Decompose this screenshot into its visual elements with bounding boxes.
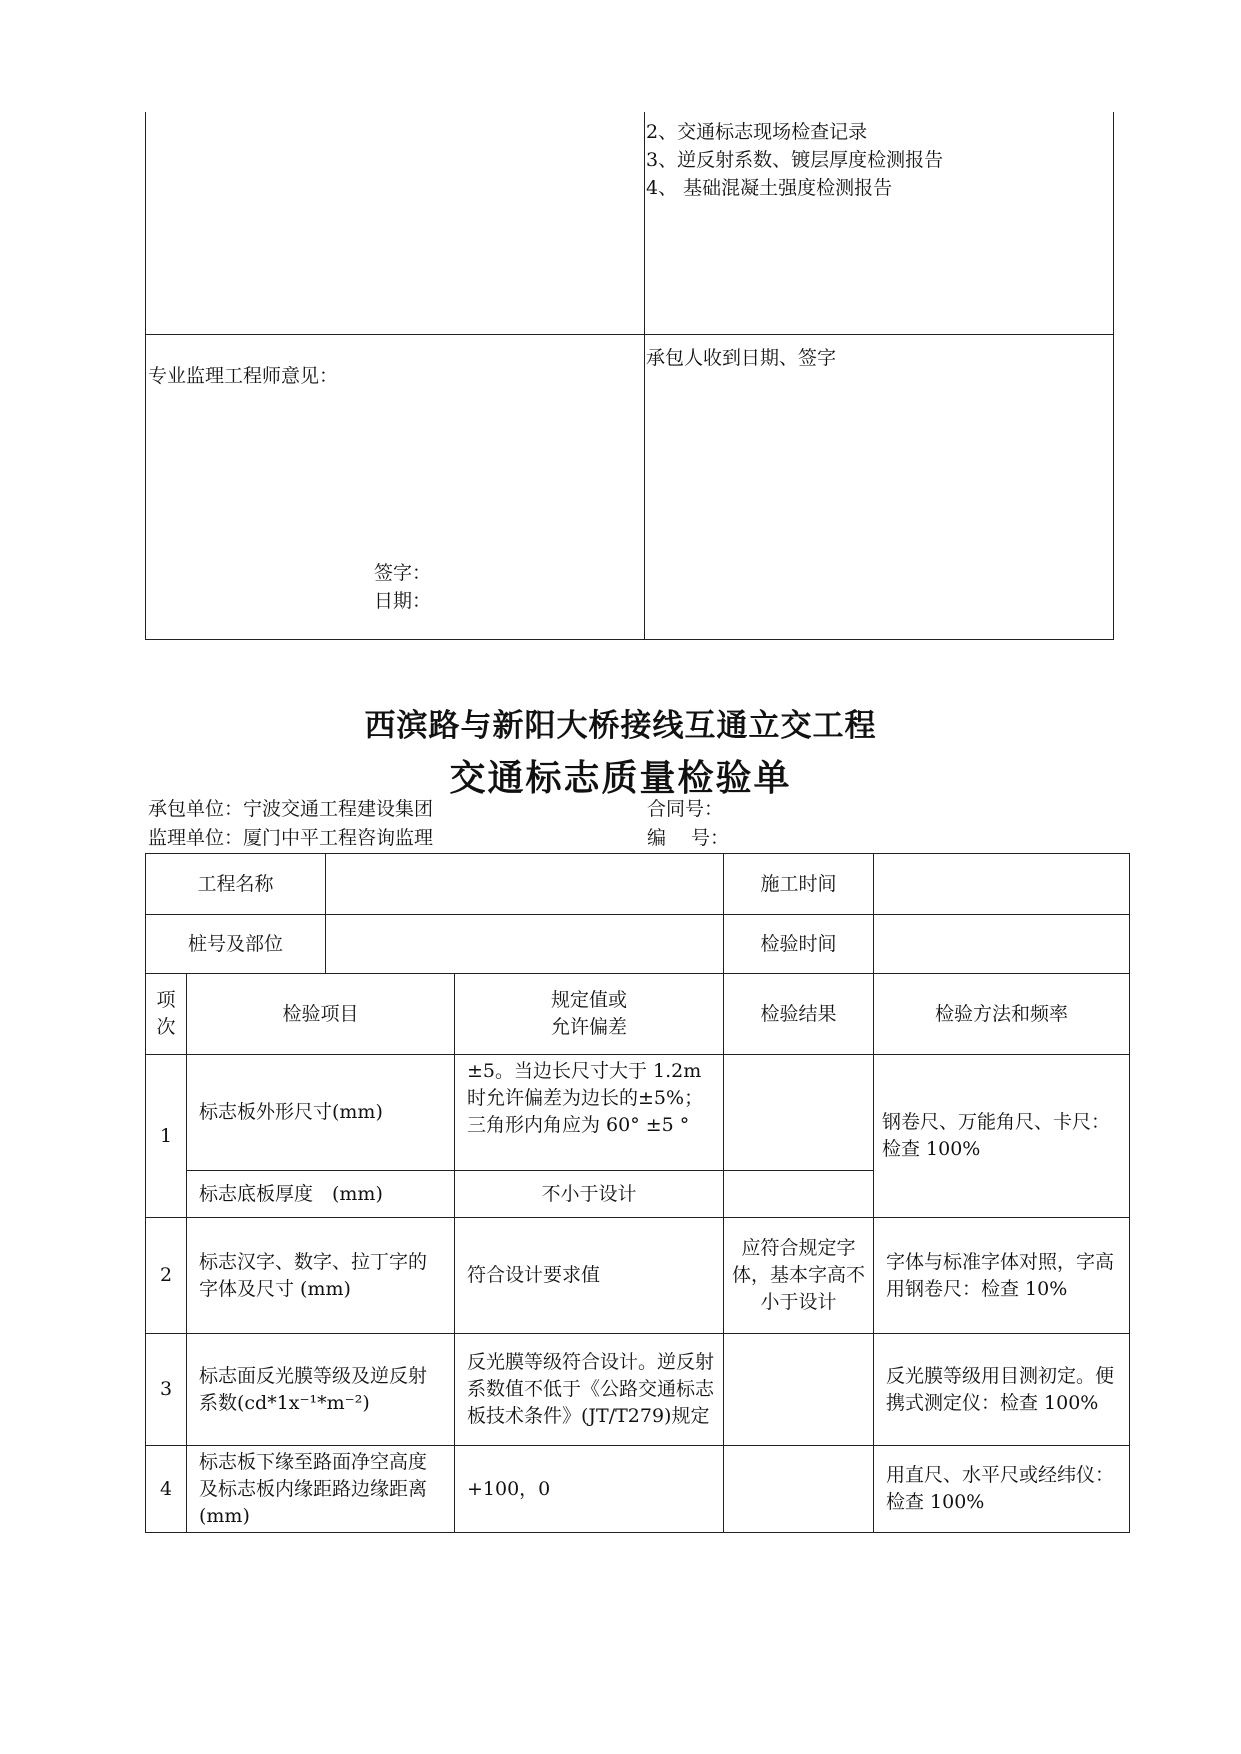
serial-no: 编 号：: [647, 827, 730, 849]
row-no: 2: [159, 1264, 173, 1286]
construction-time-label: 施工时间: [760, 872, 837, 895]
attachment-list: [646, 118, 943, 202]
date-label: 日期：: [374, 590, 432, 612]
row-spec: +100，0: [467, 1477, 551, 1500]
row-spec: 不小于设计: [541, 1182, 637, 1205]
row-method: 字体与标准字体对照，字高用钢卷尺：检查 10%: [886, 1250, 1115, 1300]
contractor-receipt-label: 承包人收到日期、签字: [646, 347, 837, 369]
row-no: 4: [159, 1477, 173, 1500]
station-label: 桩号及部位: [187, 932, 283, 955]
row-item: 标志板外形尺寸(mm): [199, 1101, 383, 1123]
row-method: 用直尺、水平尺或经纬仪：检查 100%: [886, 1464, 1115, 1513]
row-no: 1: [159, 1124, 173, 1147]
row-no: 3: [159, 1378, 173, 1400]
row-method: 反光膜等级用目测初定。便携式测定仪：检查 100%: [886, 1364, 1115, 1414]
row-item: 标志面反光膜等级及逆反射系数(cd*1x⁻¹*m⁻²): [199, 1364, 428, 1414]
col-header-result: 检验结果: [760, 1002, 837, 1025]
sign-label: 签字：: [374, 562, 432, 584]
attachment-item: 4、 基础混凝土强度检测报告: [646, 177, 893, 199]
inspection-time-label: 检验时间: [760, 932, 837, 955]
attachment-item: 2、交通标志现场检查记录: [646, 121, 868, 143]
contractor-unit: 承包单位：宁波交通工程建设集团: [148, 798, 434, 820]
contract-no: 合同号：: [647, 798, 724, 820]
row-method: 钢卷尺、万能角尺、卡尺：检查 100%: [882, 1111, 1111, 1160]
engineer-opinion-label: 专业监理工程师意见：: [148, 365, 339, 387]
document-title: 西滨路与新阳大桥接线互通立交工程: [364, 708, 877, 744]
row-item: 标志底板厚度 (mm): [199, 1182, 383, 1205]
row-result: 应符合规定字体，基本字高不小于设计: [732, 1237, 866, 1313]
col-header-method: 检验方法和频率: [934, 1002, 1068, 1025]
document-subtitle: 交通标志质量检验单: [449, 757, 792, 799]
col-header-item: 检验项目: [282, 1002, 359, 1025]
supervisor-unit: 监理单位：厦门中平工程咨询监理: [148, 827, 434, 849]
project-name-label: 工程名称: [197, 872, 274, 895]
row-spec: ±5。当边长尺寸大于 1.2m 时允许偏差为边长的±5%；三角形内角应为 60° ±5 °: [467, 1060, 704, 1136]
attachment-item: 3、逆反射系数、镀层厚度检测报告: [646, 149, 944, 171]
row-item: 标志汉字、数字、拉丁字的字体及尺寸 (mm): [199, 1250, 428, 1300]
row-item: 标志板下缘至路面净空高度及标志板内缘距路边缘距离 (mm): [199, 1450, 428, 1527]
col-header-item-no: 项次: [156, 989, 176, 1038]
row-spec: 反光膜等级符合设计。逆反射系数值不低于《公路交通标志板技术条件》(JT/T279)规定: [467, 1351, 715, 1427]
row-spec: 符合设计要求值: [467, 1264, 601, 1286]
col-header-spec: 规定值或 允许偏差: [550, 989, 627, 1038]
